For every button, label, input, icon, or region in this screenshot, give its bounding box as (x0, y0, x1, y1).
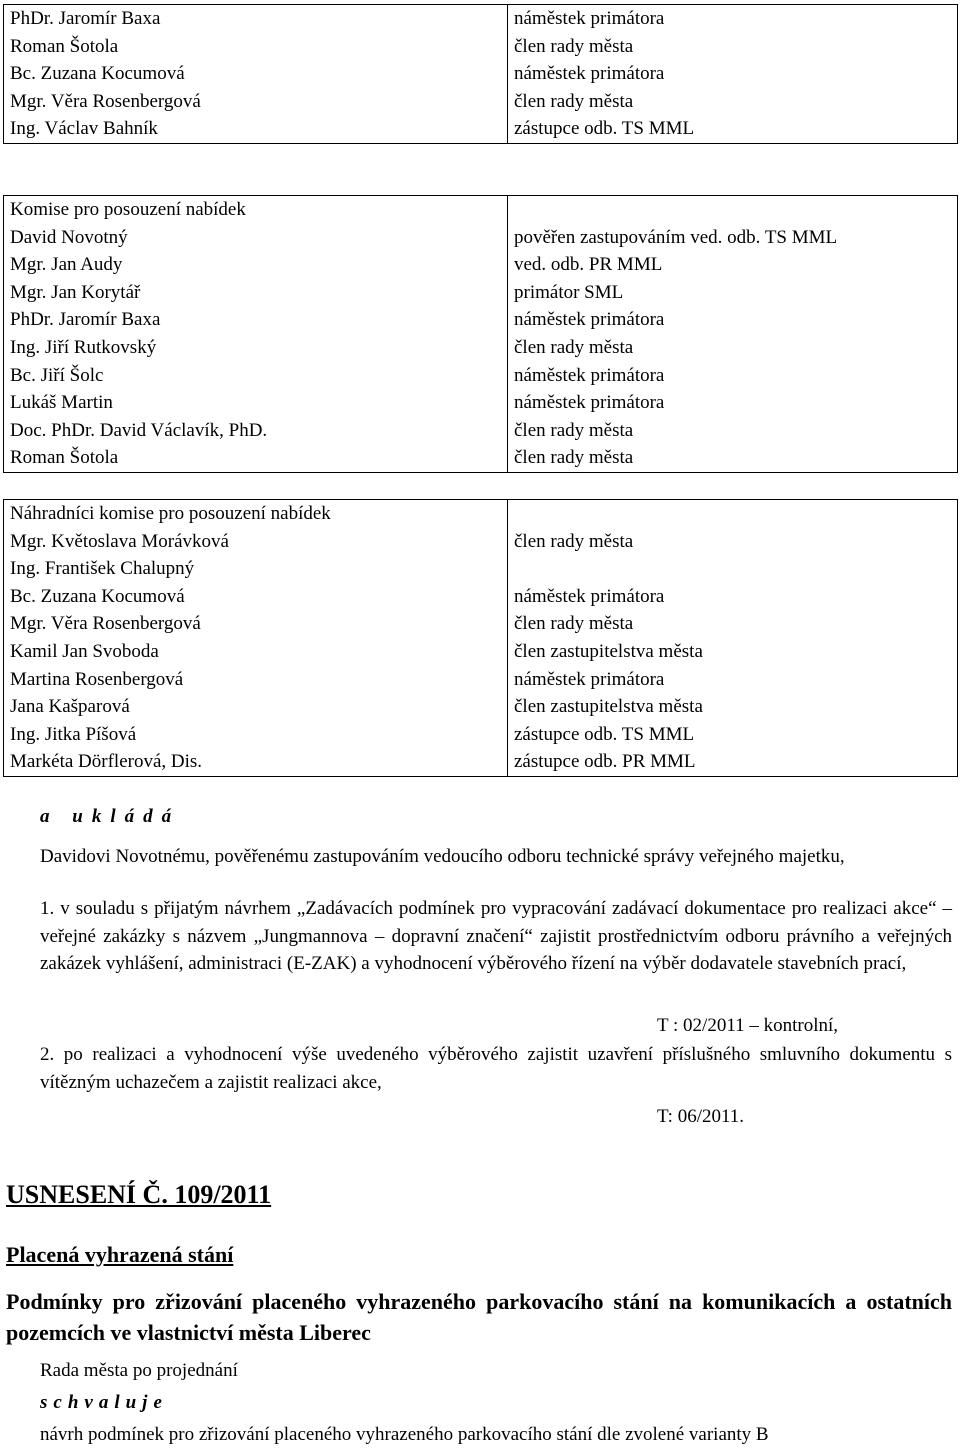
resolution-subject: Placená vyhrazená stání (6, 1242, 234, 1267)
table-row (4, 693, 958, 721)
table-row (4, 638, 958, 666)
proposal-line: návrh podmínek pro zřizování placeného vyhrazeného parkovacího stání dle zvolené varianty B (40, 1424, 769, 1445)
member-name: Mgr. Věra Rosenbergová (4, 88, 508, 116)
committee-table-evaluation (3, 195, 958, 473)
table-title: Komise pro posouzení nabídek (4, 196, 508, 224)
member-name: Kamil Jan Svoboda (4, 638, 508, 666)
resolution-number-heading: USNESENÍ Č. 109/2011 (6, 1180, 272, 1209)
table-row (4, 60, 958, 88)
table-row (4, 251, 958, 279)
table-row (4, 306, 958, 334)
member-name: Bc. Zuzana Kocumová (4, 60, 508, 88)
member-name: David Novotný (4, 224, 508, 252)
member-role: zástupce odb. TS MML (508, 115, 958, 143)
table-row (4, 279, 958, 307)
member-role: náměstek primátora (508, 583, 958, 611)
schvaluje-heading: schvaluje (40, 1392, 168, 1413)
committee-table-substitutes-body (4, 500, 958, 777)
member-name: Markéta Dörflerová, Dis. (4, 748, 508, 776)
member-role: člen rady města (508, 88, 958, 116)
task-1-deadline: T : 02/2011 – kontrolní, (657, 1015, 839, 1036)
member-role: člen rady města (508, 528, 958, 556)
table-row (4, 721, 958, 749)
member-name: Roman Šotola (4, 444, 508, 472)
member-role: zástupce odb. PR MML (508, 748, 958, 776)
table-title-empty-cell (508, 196, 958, 224)
council-line: Rada města po projednání (40, 1360, 238, 1381)
committee-table-substitutes (3, 499, 958, 777)
table-row (4, 362, 958, 390)
table-row (4, 610, 958, 638)
member-name: PhDr. Jaromír Baxa (4, 306, 508, 334)
uklada-heading: a ukládá (40, 806, 181, 827)
table-row (4, 417, 958, 445)
member-role: člen zastupitelstva města (508, 693, 958, 721)
member-role: náměstek primátora (508, 666, 958, 694)
member-role: člen rady města (508, 334, 958, 362)
table-row (4, 334, 958, 362)
task-1-paragraph: 1. v souladu s přijatým návrhem „Zadávacích podmínek pro vypracování zadávací dokumentace pro realizaci akce“ – veřejné zakázky s názvem „Jungmannova – dopravní značení“ zajistit prostřednictvím odboru právního a veřejných zakázek vyhlášení, administraci (E-ZAK) a vyhodnocení výběrového řízení na výběr dodavatele stavebních prací, (40, 898, 952, 974)
member-name: Mgr. Věra Rosenbergová (4, 610, 508, 638)
member-role (508, 555, 958, 583)
table-row (4, 88, 958, 116)
table-title-empty-cell (508, 500, 958, 528)
member-role: náměstek primátora (508, 389, 958, 417)
table-row (4, 224, 958, 252)
member-role: člen rady města (508, 610, 958, 638)
member-role: náměstek primátora (508, 306, 958, 334)
committee-table-evaluation-body (4, 196, 958, 473)
member-role: člen rady města (508, 33, 958, 61)
resolution-title: Podmínky pro zřizování placeného vyhrazeného parkovacího stání na komunikacích a ostatních pozemcích ve vlastnictví města Liberec (6, 1289, 952, 1345)
task-2-deadline: T: 06/2011. (657, 1106, 745, 1127)
member-role: ved. odb. PR MML (508, 251, 958, 279)
member-name: Bc. Zuzana Kocumová (4, 583, 508, 611)
member-name: Ing. Jitka Píšová (4, 721, 508, 749)
table-row (4, 528, 958, 556)
table-row (4, 389, 958, 417)
table-row (4, 555, 958, 583)
member-role: náměstek primátora (508, 60, 958, 88)
member-role: pověřen zastupováním ved. odb. TS MML (508, 224, 958, 252)
table-title-row (4, 196, 958, 224)
member-name: Mgr. Jan Korytář (4, 279, 508, 307)
member-name: Ing. František Chalupný (4, 555, 508, 583)
member-role: náměstek primátora (508, 5, 958, 33)
member-name: Mgr. Květoslava Morávková (4, 528, 508, 556)
member-name: Lukáš Martin (4, 389, 508, 417)
task-2-paragraph: 2. po realizaci a vyhodnocení výše uvedeného výběrového zajistit uzavření příslušného smluvního dokumentu s vítězným uchazečem a zajistit realizaci akce, (40, 1044, 952, 1093)
member-name: Jana Kašparová (4, 693, 508, 721)
assignee-paragraph: Davidovi Novotnému, pověřenému zastupováním vedoucího odboru technické správy veřejného majetku, (40, 846, 845, 867)
member-name: Ing. Václav Bahník (4, 115, 508, 143)
member-role: člen rady města (508, 444, 958, 472)
member-name: Bc. Jiří Šolc (4, 362, 508, 390)
member-name: Roman Šotola (4, 33, 508, 61)
member-name: Martina Rosenbergová (4, 666, 508, 694)
member-role: primátor SML (508, 279, 958, 307)
member-name: Doc. PhDr. David Václavík, PhD. (4, 417, 508, 445)
member-name: Ing. Jiří Rutkovský (4, 334, 508, 362)
committee-table-previous-body (4, 5, 958, 144)
committee-table-previous (3, 4, 958, 144)
member-role: člen zastupitelstva města (508, 638, 958, 666)
member-name: PhDr. Jaromír Baxa (4, 5, 508, 33)
table-row (4, 5, 958, 33)
table-row (4, 115, 958, 143)
member-role: zástupce odb. TS MML (508, 721, 958, 749)
member-role: náměstek primátora (508, 362, 958, 390)
table-row (4, 444, 958, 472)
table-row (4, 666, 958, 694)
table-row (4, 748, 958, 776)
member-name: Mgr. Jan Audy (4, 251, 508, 279)
table-title: Náhradníci komise pro posouzení nabídek (4, 500, 508, 528)
table-title-row (4, 500, 958, 528)
table-row (4, 33, 958, 61)
member-role: člen rady města (508, 417, 958, 445)
table-row (4, 583, 958, 611)
